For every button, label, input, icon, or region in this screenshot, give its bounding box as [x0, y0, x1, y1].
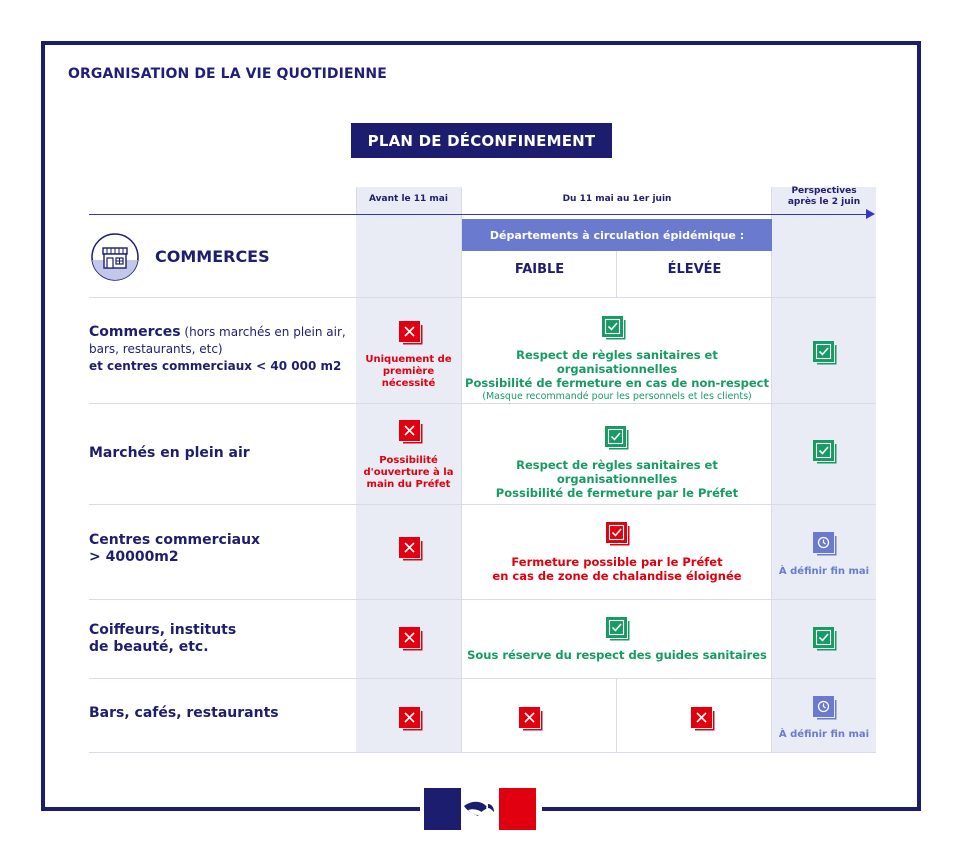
timeline-axis — [89, 214, 869, 215]
row-separator — [89, 504, 876, 505]
during-rules-text — [462, 648, 772, 662]
level-high: ÉLEVÉE — [667, 262, 722, 277]
row-label-bars: Bars, cafés, restaurants — [89, 705, 279, 721]
row-label-commerces — [89, 324, 354, 375]
period-during: Du 11 mai au 1er juin — [562, 194, 672, 204]
period-after-line2: après le 2 juin — [787, 197, 861, 207]
check-icon — [605, 616, 631, 642]
row-label-line: Coiffeurs, instituts — [89, 622, 237, 638]
period-after — [772, 186, 876, 208]
level-divider — [616, 678, 617, 753]
storefront-icon — [91, 233, 139, 281]
no-icon — [398, 706, 424, 732]
before-note-line: première nécessité — [381, 366, 436, 389]
row-label-line: de beauté, etc. — [89, 639, 209, 655]
marianne-logo — [424, 788, 536, 830]
period-after-line1: Perspectives — [791, 186, 857, 196]
during-rules-line: Possibilité de fermeture en cas de non-respect — [465, 376, 769, 390]
row-separator — [89, 752, 876, 753]
row-label-line3: et centres commerciaux < 40 000 m2 — [89, 359, 342, 373]
during-rules-line: Respect de règles sanitaires et organisationnelles — [516, 348, 718, 376]
section-title: COMMERCES — [155, 247, 270, 266]
no-icon — [398, 320, 424, 346]
before-note-line: d'ouverture à la — [363, 467, 454, 478]
during-rules-text — [462, 458, 772, 500]
row-label-coiffeurs — [89, 622, 236, 656]
during-rules-text — [462, 348, 772, 404]
during-rules-line: Respect de règles sanitaires et organisationnelles — [516, 458, 718, 486]
during-closure-text — [462, 555, 772, 583]
before-note — [356, 455, 461, 491]
plan-banner: PLAN DE DÉCONFINEMENT — [351, 123, 612, 158]
during-rules-line: Possibilité de fermeture par le Préfet — [495, 486, 739, 500]
check-icon — [601, 315, 627, 341]
check-icon — [812, 439, 838, 465]
before-note-line: Uniquement de — [365, 354, 452, 365]
after-column-shade — [772, 187, 876, 753]
during-rules-note: (Masque recommandé pour les personnels et les clients) — [482, 391, 752, 402]
level-low: FAIBLE — [514, 262, 565, 277]
closure-check-icon — [605, 521, 631, 547]
period-before: Avant le 11 mai — [369, 194, 448, 204]
no-icon — [398, 626, 424, 652]
clock-icon — [812, 695, 838, 721]
row-label-bold: Commerces — [89, 324, 181, 340]
check-icon — [812, 340, 838, 366]
section-heading: ORGANISATION DE LA VIE QUOTIDIENNE — [68, 66, 387, 82]
row-separator — [89, 297, 876, 298]
after-note: À définir fin mai — [778, 566, 870, 577]
no-icon — [690, 706, 716, 732]
after-note: À définir fin mai — [778, 729, 870, 740]
no-icon — [398, 536, 424, 562]
row-separator — [89, 678, 876, 679]
no-icon — [518, 706, 544, 732]
before-note-line: Possibilité — [379, 455, 438, 466]
row-label-paren: (hors marchés en plein air, — [180, 325, 346, 339]
before-note-line: main du Préfet — [366, 479, 451, 490]
timeline-arrow-icon — [866, 209, 875, 219]
no-icon — [398, 419, 424, 445]
row-label-line2: bars, restaurants, etc) — [89, 342, 223, 356]
row-label-line: > 40000m2 — [89, 549, 179, 565]
row-separator — [89, 599, 876, 600]
clock-icon — [812, 531, 838, 557]
row-label-centres — [89, 532, 260, 566]
during-closure-line: en cas de zone de chalandise éloignée — [492, 569, 742, 583]
during-rules-line: Sous réserve du respect des guides sanitaires — [467, 648, 767, 662]
before-note — [356, 354, 461, 390]
row-label-line: Centres commerciaux — [89, 532, 261, 548]
during-closure-line: Fermeture possible par le Préfet — [511, 555, 723, 569]
check-icon — [812, 626, 838, 652]
row-label-marches: Marchés en plein air — [89, 445, 250, 461]
check-icon — [604, 425, 630, 451]
epidemic-header: Départements à circulation épidémique : — [462, 219, 772, 251]
